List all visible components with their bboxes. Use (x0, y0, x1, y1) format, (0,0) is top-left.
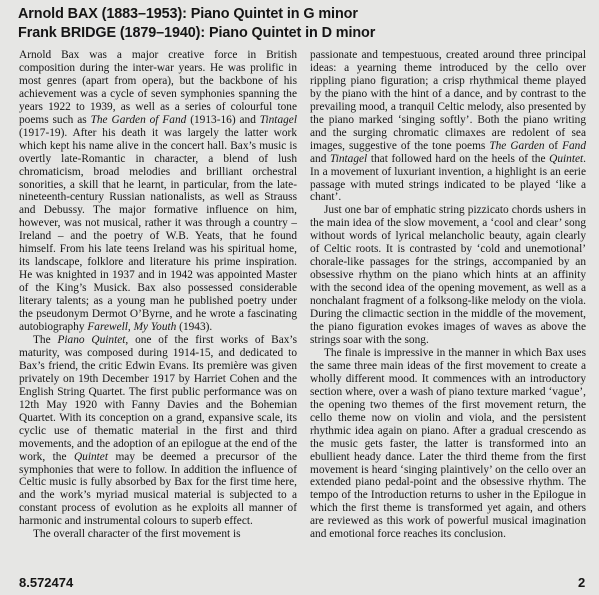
paragraph-slow-movement: Just one bar of emphatic string pizzicato chords ushers in the main idea of the slow movement, a ‘cool and clear’ song without words of lyrical melancholic beauty, again clearly of Celtic roots. It is contrasted by ‘cold and unemotional’ chorale-like passages for the strings, accompanied by an obsessive rhythm on the piano which hints at an affinity with the second idea of the opening movement, as well as a nonchalant fragment of a folksong-like melody on the viola. During the climactic section in the middle of the movement, the piano figuration evokes images of waves as above the strings soar with the song. (310, 204, 586, 346)
catalogue-number: 8.572474 (19, 575, 74, 590)
title-bridge: Frank BRIDGE (1879–1940): Piano Quintet in D minor (18, 25, 376, 41)
paragraph-first-movement: passionate and tempestuous, created around three principal ideas: a yearning theme introduced by the cello over rippling piano figuration; a crisp rhythmical theme played by the piano with the hint of a dance, and by contrast to the prevailing mood, a tranquil Celtic melody, also presented by the piano marked ‘singing softly’. Both the piano writing and the surging chromatic climaxes are redolent of sea images, suggestive of the tone poems The Garden of Fand and Tintagel that followed hard on the heels of the Quintet. In a movement of luxuriant invention, a highlight is an eerie passage with muted strings indicated to be played ‘like a chant’. (310, 49, 586, 204)
paragraph-finale: The finale is impressive in the manner in which Bax uses the same three main ideas of the first movement to create a wholly different mood. It commences with an introductory section where, over a wash of piano texture marked ‘vague’, the opening two themes of the first movement return, the cello theme now on violin and viola, and the persistent rhythmic idea again on piano. After a gradual crescendo as the music gets faster, the latter is transformed into an ebullient heady dance. Later the third theme from the first movement is heard ‘singing plaintively’ on the cello over an extended piano pedal-point and the obsessive rhythm. The tempo of the Introduction returns to usher in the Epilogue in which the first theme is transformed yet again, and others are reviewed as this work of powerful musical imagination and emotional force reaches its conclusion. (310, 346, 586, 541)
left-column (19, 49, 297, 569)
paragraph-bax-biography: Arnold Bax was a major creative force in British composition during the inter-war years. He was prolific in most genres (apart from opera), but the backbone of his achievement was a cycle of seven symphonies spanning the years 1922 to 1939, as well as a series of colourful tone poems such as The Garden of Fand (1913-16) and Tintagel (1917-19). After his death it was largely the latter work which kept his name alive in the concert hall. Bax’s music is overtly late-Romantic in character, a blend of lush chromaticism, broad melodies and brilliant orchestral sonorities, a skill that he learnt, in particular, from the late-nineteenth-century Russian nationalists, as well as Strauss and Debussy. The major formative influence on him, however, was not musical, rather it was through a country – Ireland – and the poetry of W.B. Yeats, that he found himself. From his late teens Ireland was his spiritual home, its landscape, folklore and literature his prime inspiration. He was knighted in 1937 and in 1942 was appointed Master of the King’s Musick. Bax also possessed considerable literary talents; as a young man he published poetry under the pseudonym Dermot O’Byrne, and he wrote a fascinating autobiography Farewell, My Youth (1943). (19, 49, 297, 334)
paragraph-quintet-history: The Piano Quintet, one of the first works of Bax’s maturity, was composed during 1914-15, and dedicated to Bax’s friend, the critic Edwin Evans. Its première was given privately on 19th December 1917 by Harriet Cohen and the English String Quartet. The first public performance was on 12th May 1920 with Fanny Davies and the Bohemian Quartet. With its conception on a grand, expansive scale, its cyclic use of thematic material in the first and third movements, and the adoption of an epilogue at the end of the work, the Quintet may be deemed a precursor of the symphonies that were to follow. In addition the influence of Celtic music is fully absorbed by Bax for the first time here, and the work’s myriad musical material is subjected to a constant process of evolution as he exploits all manner of harmonic and instrumental colours to superb effect. (19, 333, 297, 528)
right-column (310, 49, 586, 569)
page-number: 2 (578, 575, 586, 590)
paragraph-first-movement-start: The overall character of the first movement is (33, 528, 241, 541)
title-bax: Arnold BAX (1883–1953): Piano Quintet in G minor (18, 6, 358, 22)
